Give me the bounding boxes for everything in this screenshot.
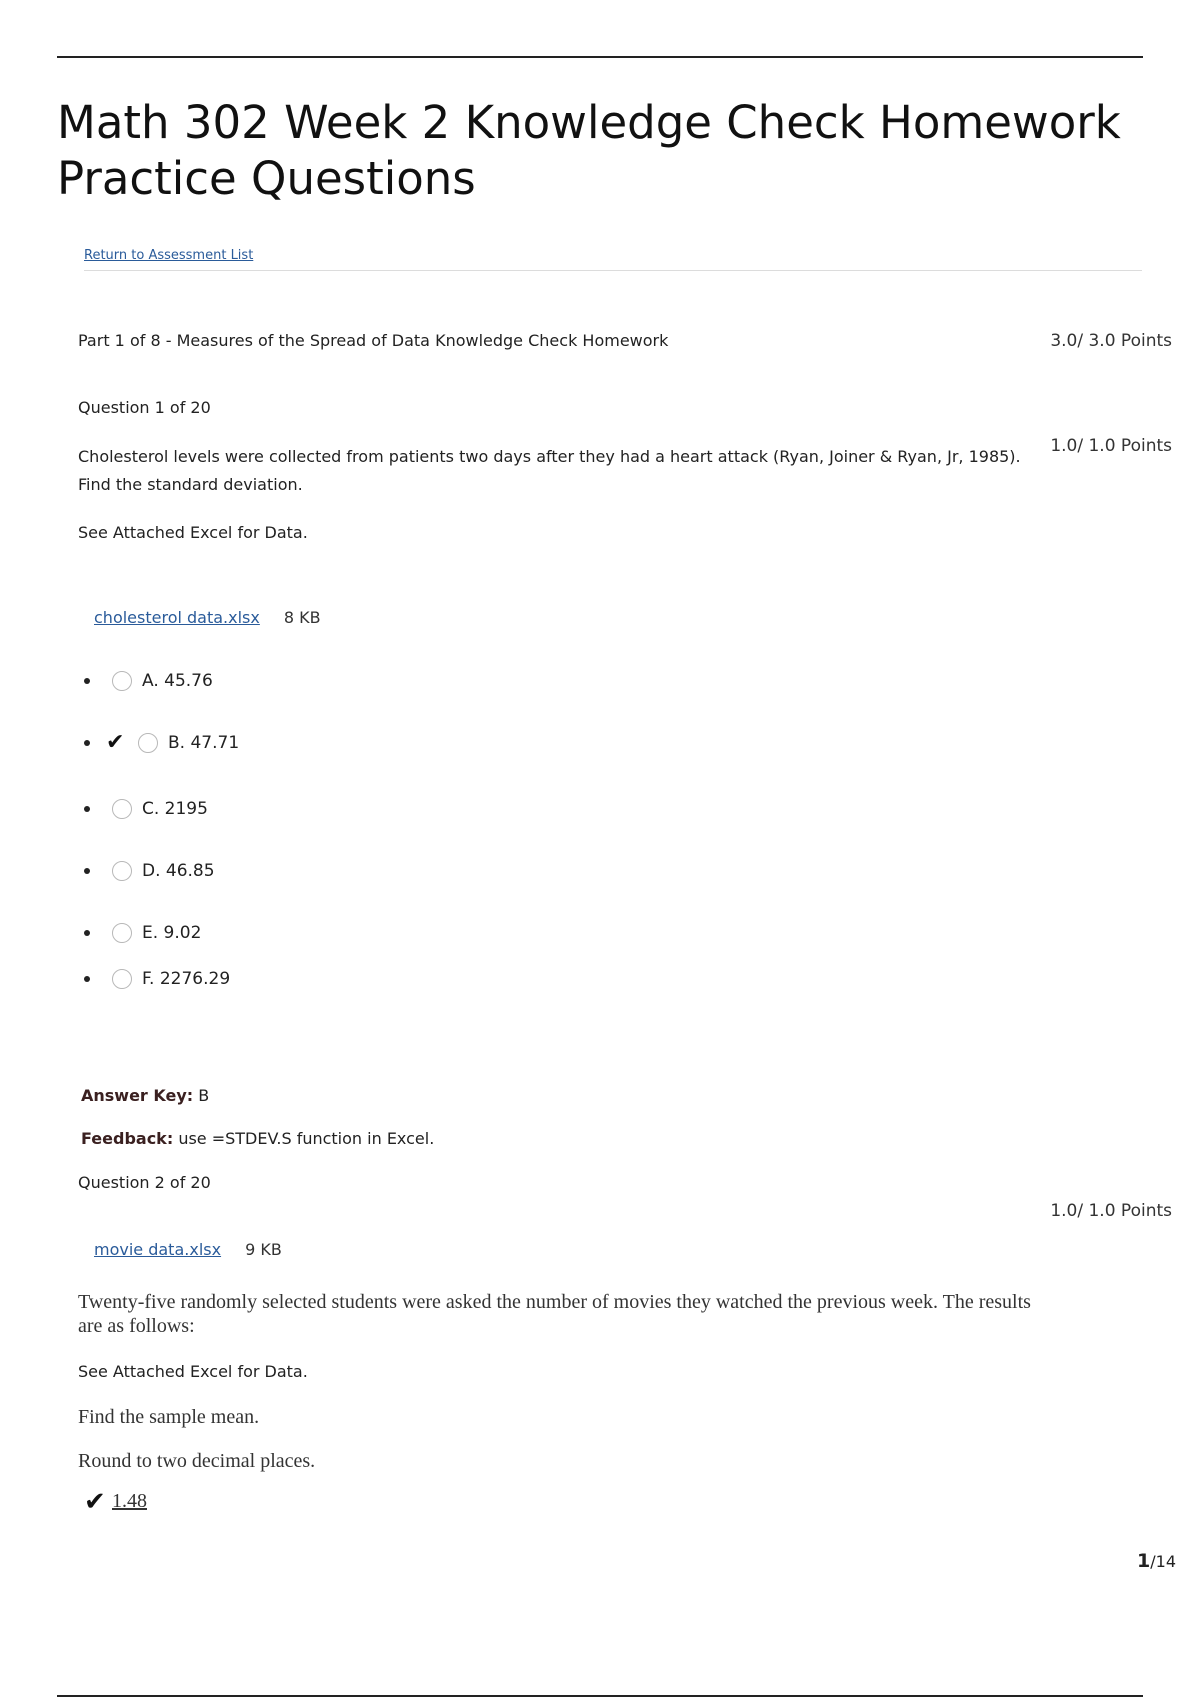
radio-button-icon[interactable] bbox=[138, 733, 158, 753]
movie-file-link[interactable]: movie data.xlsx bbox=[94, 1240, 222, 1259]
bullet-icon bbox=[84, 976, 90, 982]
part-label: Part 1 of 8 - Measures of the Spread of Data Knowledge Check Homework bbox=[78, 331, 669, 350]
option-label: D. 46.85 bbox=[142, 861, 215, 881]
option-c[interactable] bbox=[84, 795, 208, 823]
answer-value: 1.48 bbox=[112, 1490, 147, 1512]
bullet-icon bbox=[84, 930, 90, 936]
option-label: F. 2276.29 bbox=[142, 969, 231, 989]
feedback-label: Feedback: bbox=[81, 1129, 174, 1148]
question-2-text-line2: are as follows: bbox=[78, 1315, 195, 1337]
bullet-icon bbox=[84, 740, 90, 746]
option-b[interactable] bbox=[84, 729, 239, 757]
top-divider bbox=[57, 56, 1143, 58]
option-label: C. 2195 bbox=[142, 799, 208, 819]
bullet-icon bbox=[84, 678, 90, 684]
option-label: A. 45.76 bbox=[142, 671, 213, 691]
radio-button-icon[interactable] bbox=[112, 923, 132, 943]
option-label: E. 9.02 bbox=[142, 923, 202, 943]
option-d[interactable] bbox=[84, 857, 215, 885]
page-title: Math 302 Week 2 Knowledge Check Homework Practice Questions bbox=[57, 96, 1121, 205]
question-2-instruction-1: Find the sample mean. bbox=[78, 1406, 260, 1428]
question-2-number: Question 2 of 20 bbox=[78, 1173, 211, 1192]
checkmark-icon: ✔ bbox=[106, 730, 125, 755]
part-points: 3.0/ 3.0 Points bbox=[1050, 331, 1172, 351]
question-2-points: 1.0/ 1.0 Points bbox=[1050, 1201, 1172, 1221]
bullet-icon bbox=[84, 868, 90, 874]
file-size: 8 KB bbox=[283, 608, 321, 627]
question-1-attachment bbox=[94, 608, 321, 627]
question-1-see-attached: See Attached Excel for Data. bbox=[78, 523, 308, 542]
bullet-icon bbox=[84, 806, 90, 812]
option-f[interactable] bbox=[84, 965, 230, 993]
answer-key-value: B bbox=[198, 1086, 210, 1105]
option-a[interactable] bbox=[84, 667, 213, 695]
radio-button-icon[interactable] bbox=[112, 969, 132, 989]
question-1-text-line2: Find the standard deviation. bbox=[78, 475, 303, 494]
radio-button-icon[interactable] bbox=[112, 671, 132, 691]
answer-key bbox=[81, 1086, 209, 1105]
page-number bbox=[1137, 1550, 1176, 1572]
link-divider bbox=[84, 270, 1142, 271]
bottom-divider bbox=[57, 1695, 1143, 1697]
radio-button-icon[interactable] bbox=[112, 799, 132, 819]
question-2-attachment bbox=[94, 1240, 282, 1259]
feedback bbox=[81, 1129, 434, 1148]
question-1-text-line1: Cholesterol levels were collected from patients two days after they had a heart attack (Ryan, Joiner & Ryan, Jr, 1985). bbox=[78, 447, 1021, 466]
question-2-text-line1: Twenty-five randomly selected students were asked the number of movies they watched the previous week. The results bbox=[78, 1291, 1031, 1313]
question-1-points: 1.0/ 1.0 Points bbox=[1050, 436, 1172, 456]
current-page: 1 bbox=[1137, 1550, 1151, 1572]
checkmark-icon: ✔ bbox=[84, 1486, 106, 1516]
radio-button-icon[interactable] bbox=[112, 861, 132, 881]
question-2-see-attached: See Attached Excel for Data. bbox=[78, 1362, 308, 1381]
cholesterol-file-link[interactable]: cholesterol data.xlsx bbox=[94, 608, 260, 627]
option-e[interactable] bbox=[84, 919, 201, 947]
return-to-assessment-link[interactable]: Return to Assessment List bbox=[84, 248, 254, 263]
file-size: 9 KB bbox=[245, 1240, 282, 1259]
answer-key-label: Answer Key: bbox=[81, 1086, 194, 1105]
question-2-answer bbox=[84, 1486, 147, 1516]
total-pages: /14 bbox=[1150, 1552, 1176, 1571]
feedback-value: use =STDEV.S function in Excel. bbox=[178, 1129, 435, 1148]
question-2-instruction-2: Round to two decimal places. bbox=[78, 1450, 316, 1472]
question-1-number: Question 1 of 20 bbox=[78, 398, 211, 417]
option-label: B. 47.71 bbox=[168, 733, 240, 753]
